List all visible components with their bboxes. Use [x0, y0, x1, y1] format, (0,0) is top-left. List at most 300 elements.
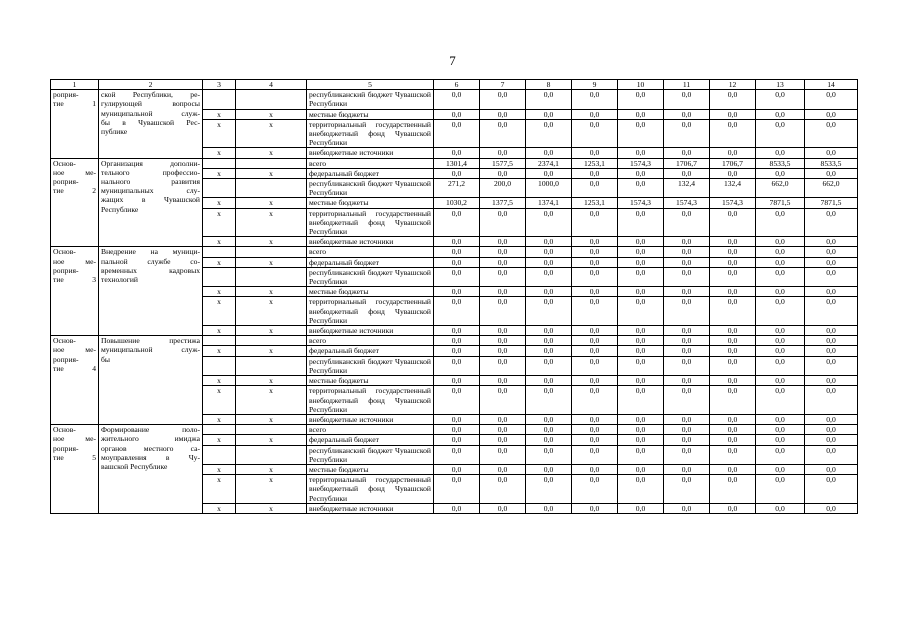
value-cell: 0,0	[434, 237, 480, 247]
value-cell: 0,0	[526, 247, 572, 257]
col3-cell: x	[203, 257, 236, 267]
value-cell: 0,0	[572, 326, 618, 336]
measure-name-line: роприя-	[53, 177, 79, 187]
funding-source-cell: всего	[307, 425, 434, 435]
measure-name-line: ное ме-	[53, 167, 96, 177]
value-cell: 662,0	[756, 179, 805, 198]
value-cell: 1253,1	[572, 198, 618, 208]
value-cell: 7871,5	[805, 198, 858, 208]
measure-description-line: Республике	[101, 204, 139, 214]
value-cell: 0,0	[526, 475, 572, 504]
measure-description-line: бы	[101, 354, 110, 364]
col3-cell	[203, 267, 236, 286]
value-cell: 0,0	[805, 237, 858, 247]
value-cell: 1374,1	[526, 198, 572, 208]
measure-name-cell	[51, 425, 99, 514]
value-cell: 0,0	[664, 247, 710, 257]
value-cell: 132,4	[664, 179, 710, 198]
measure-description-line: Повышение престижа	[101, 336, 200, 346]
value-cell: 0,0	[710, 386, 756, 415]
col4-cell	[236, 356, 307, 375]
value-cell: 0,0	[572, 90, 618, 109]
col4-cell: x	[236, 326, 307, 336]
value-cell: 0,0	[434, 475, 480, 504]
header-cell: 5	[307, 80, 434, 90]
funding-source-cell: территориальный государственный внебюджетный фонд Чувашской Республики	[307, 208, 434, 237]
value-cell: 0,0	[664, 336, 710, 346]
header-cell: 12	[710, 80, 756, 90]
value-cell: 0,0	[710, 376, 756, 386]
col4-cell: x	[236, 119, 307, 148]
measure-name-line: тие 4	[53, 363, 96, 373]
value-cell: 0,0	[434, 503, 480, 513]
funding-source-cell: внебюджетные источники	[307, 237, 434, 247]
value-cell: 0,0	[805, 109, 858, 119]
value-cell: 0,0	[618, 464, 664, 474]
value-cell: 0,0	[664, 168, 710, 178]
col3-cell: x	[203, 119, 236, 148]
value-cell: 0,0	[526, 336, 572, 346]
col4-cell: x	[236, 503, 307, 513]
value-cell: 0,0	[618, 356, 664, 375]
value-cell: 0,0	[618, 386, 664, 415]
value-cell: 0,0	[618, 376, 664, 386]
measure-description-line: Организация дополни-	[101, 158, 200, 168]
value-cell: 0,0	[434, 119, 480, 148]
value-cell: 8533,5	[756, 158, 805, 168]
value-cell: 0,0	[526, 109, 572, 119]
measure-name-cell	[51, 336, 99, 425]
value-cell: 0,0	[434, 425, 480, 435]
col3-cell: x	[203, 109, 236, 119]
col4-cell	[236, 158, 307, 168]
measure-description-cell	[99, 247, 203, 336]
value-cell: 0,0	[434, 287, 480, 297]
col3-cell	[203, 90, 236, 109]
value-cell: 0,0	[434, 267, 480, 286]
funding-source-cell: территориальный государственный внебюджетный фонд Чувашской Республики	[307, 475, 434, 504]
col3-cell: x	[203, 208, 236, 237]
value-cell: 0,0	[805, 168, 858, 178]
col3-cell	[203, 336, 236, 346]
value-cell: 0,0	[526, 503, 572, 513]
funding-source-cell: внебюджетные источники	[307, 503, 434, 513]
value-cell: 0,0	[526, 119, 572, 148]
header-cell: 7	[480, 80, 526, 90]
value-cell: 0,0	[480, 386, 526, 415]
col4-cell	[236, 336, 307, 346]
value-cell: 0,0	[664, 297, 710, 326]
value-cell: 0,0	[434, 90, 480, 109]
value-cell: 0,0	[618, 247, 664, 257]
value-cell: 0,0	[618, 425, 664, 435]
value-cell: 0,0	[480, 464, 526, 474]
col4-cell	[236, 267, 307, 286]
col3-cell	[203, 356, 236, 375]
value-cell: 0,0	[572, 179, 618, 198]
funding-source-cell: республиканский бюджет Чувашской Республики	[307, 445, 434, 464]
header-cell: 14	[805, 80, 858, 90]
value-cell: 0,0	[805, 425, 858, 435]
value-cell: 0,0	[805, 326, 858, 336]
col4-cell: x	[236, 109, 307, 119]
page-number: 7	[449, 53, 456, 68]
funding-source-cell: федеральный бюджет	[307, 168, 434, 178]
value-cell: 0,0	[710, 257, 756, 267]
value-cell: 0,0	[756, 237, 805, 247]
value-cell: 0,0	[710, 267, 756, 286]
value-cell: 0,0	[756, 336, 805, 346]
value-cell: 0,0	[756, 346, 805, 356]
value-cell: 0,0	[756, 425, 805, 435]
measure-description-line: Внедрение на муници-	[101, 247, 200, 257]
col4-cell: x	[236, 148, 307, 158]
value-cell: 0,0	[756, 287, 805, 297]
value-cell: 0,0	[572, 237, 618, 247]
value-cell: 0,0	[756, 376, 805, 386]
funding-source-cell: местные бюджеты	[307, 109, 434, 119]
value-cell: 0,0	[434, 297, 480, 326]
value-cell: 0,0	[572, 414, 618, 424]
measure-description-line: ской Республики, ре-	[101, 90, 200, 100]
value-cell: 0,0	[526, 168, 572, 178]
value-cell: 0,0	[710, 503, 756, 513]
value-cell: 0,0	[434, 445, 480, 464]
value-cell: 0,0	[664, 475, 710, 504]
value-cell: 0,0	[480, 257, 526, 267]
value-cell: 0,0	[805, 208, 858, 237]
funding-source-cell: территориальный государственный внебюджетный фонд Чувашской Республики	[307, 297, 434, 326]
col4-cell	[236, 90, 307, 109]
funding-source-cell: внебюджетные источники	[307, 148, 434, 158]
value-cell: 0,0	[618, 287, 664, 297]
value-cell: 0,0	[572, 257, 618, 267]
value-cell: 0,0	[526, 257, 572, 267]
col4-cell: x	[236, 287, 307, 297]
measure-name-line: ное ме-	[53, 434, 96, 444]
col3-cell	[203, 179, 236, 198]
value-cell: 0,0	[756, 445, 805, 464]
value-cell: 0,0	[526, 464, 572, 474]
value-cell: 271,2	[434, 179, 480, 198]
funding-source-cell: территориальный государственный внебюджетный фонд Чувашской Республики	[307, 119, 434, 148]
value-cell: 0,0	[526, 414, 572, 424]
value-cell: 0,0	[434, 336, 480, 346]
value-cell: 0,0	[434, 326, 480, 336]
col4-cell	[236, 425, 307, 435]
value-cell: 0,0	[434, 346, 480, 356]
value-cell: 0,0	[710, 90, 756, 109]
value-cell: 0,0	[572, 475, 618, 504]
header-cell: 6	[434, 80, 480, 90]
value-cell: 0,0	[618, 90, 664, 109]
col4-cell: x	[236, 237, 307, 247]
value-cell: 1706,7	[664, 158, 710, 168]
col3-cell: x	[203, 237, 236, 247]
value-cell: 0,0	[480, 297, 526, 326]
value-cell: 0,0	[756, 414, 805, 424]
col4-cell: x	[236, 198, 307, 208]
value-cell: 662,0	[805, 179, 858, 198]
value-cell: 0,0	[480, 346, 526, 356]
value-cell: 0,0	[664, 237, 710, 247]
value-cell: 0,0	[710, 287, 756, 297]
value-cell: 0,0	[434, 168, 480, 178]
value-cell: 0,0	[618, 297, 664, 326]
value-cell: 0,0	[572, 168, 618, 178]
value-cell: 0,0	[480, 287, 526, 297]
header-cell: 9	[572, 80, 618, 90]
measure-description-line: технологий	[101, 275, 138, 285]
value-cell: 0,0	[710, 119, 756, 148]
value-cell: 0,0	[664, 346, 710, 356]
value-cell: 0,0	[756, 326, 805, 336]
header-cell: 2	[99, 80, 203, 90]
value-cell: 0,0	[756, 297, 805, 326]
value-cell: 0,0	[526, 445, 572, 464]
value-cell: 0,0	[572, 386, 618, 415]
funding-source-cell: местные бюджеты	[307, 376, 434, 386]
measure-name-line: Основ-	[53, 425, 76, 435]
value-cell: 0,0	[480, 237, 526, 247]
funding-source-cell: республиканский бюджет Чувашской Республики	[307, 179, 434, 198]
col3-cell	[203, 247, 236, 257]
col4-cell: x	[236, 376, 307, 386]
funding-source-cell: местные бюджеты	[307, 287, 434, 297]
measure-description-line: гулирующей вопросы	[101, 99, 200, 109]
value-cell: 0,0	[480, 475, 526, 504]
value-cell: 0,0	[618, 326, 664, 336]
value-cell: 0,0	[618, 346, 664, 356]
col4-cell: x	[236, 435, 307, 445]
measure-description-line: органов местного са-	[101, 443, 200, 453]
value-cell: 0,0	[710, 247, 756, 257]
value-cell: 0,0	[480, 376, 526, 386]
value-cell: 0,0	[664, 425, 710, 435]
value-cell: 0,0	[572, 109, 618, 119]
measure-name-line: ное ме-	[53, 256, 96, 266]
value-cell: 0,0	[756, 90, 805, 109]
value-cell: 0,0	[480, 435, 526, 445]
value-cell: 0,0	[480, 247, 526, 257]
value-cell: 0,0	[434, 208, 480, 237]
value-cell: 0,0	[572, 425, 618, 435]
budget-table	[50, 79, 858, 514]
value-cell: 7871,5	[756, 198, 805, 208]
value-cell: 0,0	[526, 386, 572, 415]
table-row	[51, 336, 858, 346]
value-cell: 0,0	[618, 119, 664, 148]
value-cell: 0,0	[664, 435, 710, 445]
value-cell: 200,0	[480, 179, 526, 198]
value-cell: 132,4	[710, 179, 756, 198]
value-cell: 0,0	[434, 109, 480, 119]
funding-source-cell: федеральный бюджет	[307, 346, 434, 356]
funding-source-cell: всего	[307, 336, 434, 346]
value-cell: 0,0	[526, 326, 572, 336]
col3-cell: x	[203, 386, 236, 415]
header-cell: 10	[618, 80, 664, 90]
value-cell: 0,0	[710, 109, 756, 119]
value-cell: 0,0	[526, 356, 572, 375]
value-cell: 0,0	[664, 386, 710, 415]
measure-description-line: пальной службе со-	[101, 256, 200, 266]
value-cell: 0,0	[805, 356, 858, 375]
col3-cell: x	[203, 464, 236, 474]
measure-name-line: Основ-	[53, 336, 76, 346]
funding-source-cell: республиканский бюджет Чувашской Республики	[307, 267, 434, 286]
value-cell: 0,0	[805, 414, 858, 424]
measure-description-line: вашской Республике	[101, 461, 168, 471]
value-cell: 0,0	[805, 435, 858, 445]
value-cell: 0,0	[664, 267, 710, 286]
value-cell: 0,0	[480, 109, 526, 119]
col3-cell: x	[203, 297, 236, 326]
measure-description-line: муниципальных слу-	[101, 186, 200, 196]
value-cell: 0,0	[480, 90, 526, 109]
value-cell: 0,0	[710, 356, 756, 375]
measure-description-line: бы в Чувашской Рес-	[101, 117, 200, 127]
col4-cell: x	[236, 386, 307, 415]
measure-name-line: роприя-	[53, 90, 79, 100]
measure-description-cell	[99, 336, 203, 425]
table-row	[51, 247, 858, 257]
value-cell: 0,0	[805, 148, 858, 158]
value-cell: 0,0	[480, 267, 526, 286]
value-cell: 0,0	[480, 445, 526, 464]
value-cell: 0,0	[618, 168, 664, 178]
measure-name-line: роприя-	[53, 443, 79, 453]
col4-cell: x	[236, 168, 307, 178]
value-cell: 0,0	[664, 503, 710, 513]
value-cell: 1000,0	[526, 179, 572, 198]
value-cell: 1301,4	[434, 158, 480, 168]
value-cell: 0,0	[805, 475, 858, 504]
measure-name-line: тие 5	[53, 452, 96, 462]
value-cell: 0,0	[618, 109, 664, 119]
funding-source-cell: местные бюджеты	[307, 464, 434, 474]
funding-source-cell: республиканский бюджет Чувашской Республики	[307, 356, 434, 375]
measure-description-line: тельного профессио-	[101, 167, 200, 177]
value-cell: 1030,2	[434, 198, 480, 208]
value-cell: 0,0	[618, 237, 664, 247]
value-cell: 0,0	[805, 376, 858, 386]
value-cell: 0,0	[572, 119, 618, 148]
measure-name-line: роприя-	[53, 354, 79, 364]
value-cell: 0,0	[572, 376, 618, 386]
value-cell: 0,0	[618, 179, 664, 198]
value-cell: 0,0	[434, 247, 480, 257]
value-cell: 0,0	[480, 414, 526, 424]
col3-cell: x	[203, 198, 236, 208]
value-cell: 0,0	[664, 257, 710, 267]
value-cell: 0,0	[805, 386, 858, 415]
value-cell: 0,0	[618, 267, 664, 286]
value-cell: 0,0	[618, 475, 664, 504]
measure-name-line: тие 1	[53, 99, 96, 109]
measure-description-line: нального развития	[101, 177, 200, 187]
value-cell: 0,0	[526, 148, 572, 158]
col3-cell: x	[203, 376, 236, 386]
col4-cell: x	[236, 475, 307, 504]
value-cell: 0,0	[480, 425, 526, 435]
table-row	[51, 158, 858, 168]
table-row	[51, 425, 858, 435]
col3-cell: x	[203, 435, 236, 445]
col3-cell	[203, 158, 236, 168]
measure-name-line: Основ-	[53, 158, 76, 168]
value-cell: 0,0	[664, 148, 710, 158]
value-cell: 0,0	[805, 90, 858, 109]
measure-name-line: тие 2	[53, 186, 96, 196]
value-cell: 0,0	[756, 168, 805, 178]
col3-cell: x	[203, 326, 236, 336]
header-cell: 4	[236, 80, 307, 90]
funding-source-cell: всего	[307, 247, 434, 257]
value-cell: 0,0	[618, 336, 664, 346]
value-cell: 0,0	[526, 237, 572, 247]
funding-source-cell: федеральный бюджет	[307, 435, 434, 445]
value-cell: 0,0	[526, 435, 572, 445]
value-cell: 1574,3	[618, 198, 664, 208]
value-cell: 0,0	[710, 336, 756, 346]
value-cell: 0,0	[480, 208, 526, 237]
measure-description-line: жащих в Чувашской	[101, 195, 200, 205]
measure-description-cell	[99, 425, 203, 514]
value-cell: 0,0	[572, 356, 618, 375]
measure-description-line: временных кадровых	[101, 265, 200, 275]
value-cell: 0,0	[805, 267, 858, 286]
value-cell: 1574,3	[664, 198, 710, 208]
value-cell: 0,0	[756, 257, 805, 267]
value-cell: 0,0	[526, 346, 572, 356]
value-cell: 0,0	[526, 208, 572, 237]
col3-cell: x	[203, 287, 236, 297]
value-cell: 0,0	[572, 247, 618, 257]
value-cell: 0,0	[480, 336, 526, 346]
value-cell: 0,0	[710, 237, 756, 247]
value-cell: 0,0	[710, 168, 756, 178]
funding-source-cell: внебюджетные источники	[307, 326, 434, 336]
value-cell: 0,0	[572, 287, 618, 297]
value-cell: 0,0	[572, 445, 618, 464]
value-cell: 0,0	[618, 503, 664, 513]
value-cell: 0,0	[710, 445, 756, 464]
value-cell: 0,0	[618, 208, 664, 237]
header-cell: 11	[664, 80, 710, 90]
value-cell: 0,0	[756, 503, 805, 513]
funding-source-cell: внебюджетные источники	[307, 414, 434, 424]
value-cell: 0,0	[756, 435, 805, 445]
header-cell: 8	[526, 80, 572, 90]
col3-cell	[203, 445, 236, 464]
value-cell: 0,0	[805, 287, 858, 297]
value-cell: 0,0	[572, 503, 618, 513]
value-cell: 0,0	[434, 435, 480, 445]
header-cell: 1	[51, 80, 99, 90]
value-cell: 0,0	[618, 257, 664, 267]
value-cell: 0,0	[805, 503, 858, 513]
measure-description-line: моуправления в Чу-	[101, 452, 200, 462]
value-cell: 0,0	[480, 168, 526, 178]
value-cell: 0,0	[805, 445, 858, 464]
value-cell: 0,0	[710, 475, 756, 504]
value-cell: 0,0	[526, 90, 572, 109]
value-cell: 0,0	[526, 376, 572, 386]
value-cell: 0,0	[480, 503, 526, 513]
col3-cell: x	[203, 414, 236, 424]
value-cell: 0,0	[664, 287, 710, 297]
